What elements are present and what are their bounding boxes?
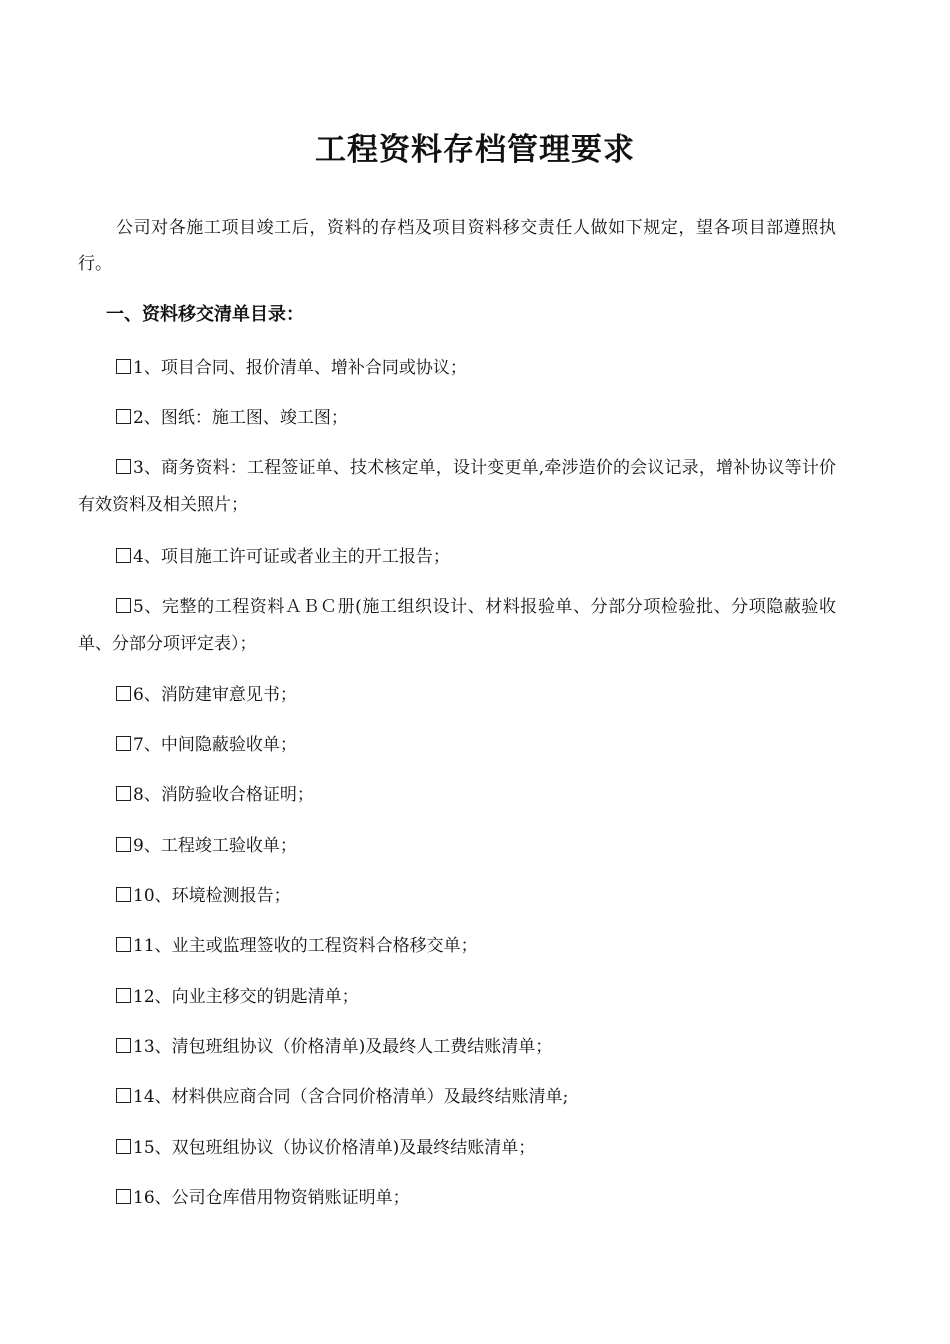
list-item-text: 15、双包班组协议（协议价格清单)及最终结账清单；: [133, 1138, 536, 1158]
list-item: [78, 928, 836, 965]
checkbox-icon[interactable]: [116, 736, 131, 751]
section-heading: 一、资料移交清单目录：: [106, 304, 304, 325]
list-item: [78, 828, 836, 865]
list-item: [78, 979, 836, 1016]
list-item-text: 4、项目施工许可证或者业主的开工报告；: [133, 547, 450, 567]
checkbox-icon[interactable]: [116, 786, 131, 801]
list-item-text: 8、消防验收合格证明；: [133, 785, 314, 805]
checkbox-icon[interactable]: [116, 988, 131, 1003]
checkbox-icon[interactable]: [116, 598, 131, 613]
list-item: [78, 878, 836, 915]
checkbox-icon[interactable]: [116, 1088, 131, 1103]
list-item: [78, 677, 836, 714]
list-item: [78, 350, 836, 387]
checkbox-icon[interactable]: [116, 1139, 131, 1154]
list-item: [78, 400, 836, 437]
checkbox-icon[interactable]: [116, 887, 131, 902]
list-item-text: 3、商务资料：工程签证单、技术核定单，设计变更单,牵涉造价的会议记录，增补协议等计价有效资料及相关照片；: [78, 458, 836, 515]
checkbox-icon[interactable]: [116, 686, 131, 701]
checkbox-icon[interactable]: [116, 1189, 131, 1204]
checkbox-icon[interactable]: [116, 937, 131, 952]
checkbox-icon[interactable]: [116, 409, 131, 424]
list-item-text: 2、图纸：施工图、竣工图；: [133, 408, 348, 428]
list-item: [78, 539, 836, 576]
page-title: 工程资料存档管理要求: [315, 132, 635, 168]
list-item: [78, 589, 836, 663]
list-item-text: 12、向业主移交的钥匙清单；: [133, 987, 359, 1007]
list-item-text: 5、完整的工程资料ＡＢＣ册(施工组织设计、材料报验单、分部分项检验批、分项隐蔽验收单、分部分项评定表）；: [78, 597, 836, 654]
list-item: [78, 1029, 836, 1066]
list-item-text: 9、工程竣工验收单；: [133, 836, 297, 856]
list-item-text: 10、环境检测报告；: [133, 886, 291, 906]
list-item-text: 14、材料供应商合同（含合同价格清单）及最终结账清单;: [133, 1087, 569, 1107]
list-item: [78, 1079, 836, 1116]
list-item-text: 13、清包班组协议（价格清单)及最终人工费结账清单；: [133, 1037, 553, 1057]
checkbox-icon[interactable]: [116, 1038, 131, 1053]
list-item: [78, 450, 836, 524]
list-item-text: 7、中间隐蔽验收单；: [133, 735, 297, 755]
list-item-text: 6、消防建审意见书；: [133, 685, 297, 705]
list-item: [78, 777, 836, 814]
checkbox-icon[interactable]: [116, 837, 131, 852]
intro-paragraph: 公司对各施工项目竣工后，资料的存档及项目资料移交责任人做如下规定，望各项目部遵照执行。: [78, 218, 836, 274]
list-item: [78, 727, 836, 764]
list-item: [78, 1130, 836, 1167]
list-item-text: 16、公司仓库借用物资销账证明单；: [133, 1188, 410, 1208]
checkbox-icon[interactable]: [116, 359, 131, 374]
list-item-text: 11、业主或监理签收的工程资料合格移交单；: [133, 936, 478, 956]
list-item-text: 1、项目合同、报价清单、增补合同或协议；: [133, 358, 467, 378]
list-item: [78, 1180, 836, 1217]
checkbox-icon[interactable]: [116, 548, 131, 563]
checkbox-icon[interactable]: [116, 459, 131, 474]
